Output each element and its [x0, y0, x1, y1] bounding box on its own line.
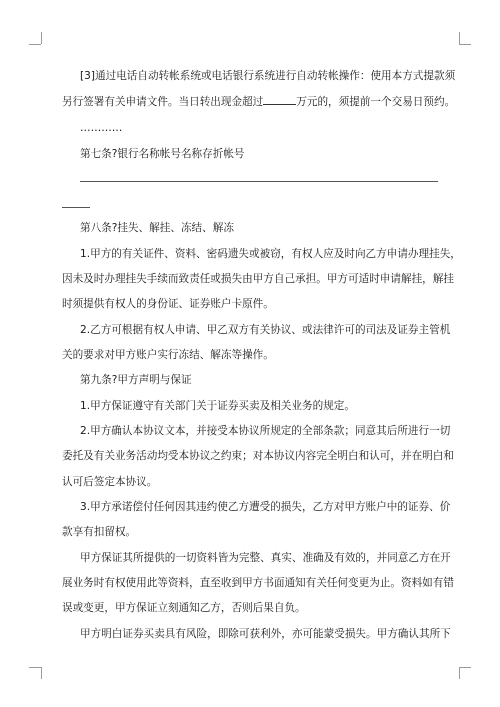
crop-mark-bottom-left-h — [29, 667, 41, 668]
paragraph-line: 认可后签定本协议。 — [62, 476, 158, 488]
paragraph-line: [3]通过电话自动转帐系统或电话银行系统进行自动转帐操作：使用本方式提款须 — [80, 70, 456, 82]
paragraph-line: 款享有扣留权。 — [62, 526, 137, 538]
section-heading-8: 第八条?挂失、解挂、冻结、解冻 — [80, 222, 234, 234]
crop-mark-top-right-h — [459, 44, 471, 45]
paragraph-line: 因未及时办理挂失手续而致责任或损失由甲方自己承担。甲方可适时申请解挂，解挂 — [62, 273, 454, 285]
paragraph-line: 1.甲方保证遵守有关部门关于证券买卖及相关业务的规定。 — [80, 400, 355, 412]
paragraph-line: 甲方保证其所提供的一切资料皆为完整、真实、准确及有效的，并同意乙方在开 — [80, 552, 451, 564]
crop-mark-bottom-left-v — [41, 667, 42, 679]
text-segment: 另行签署有关申请文件。当日转出现金超过 — [62, 96, 264, 108]
paragraph-line: 3.甲方承诺偿付任何因其违约使乙方遭受的损失，乙方对甲方账户中的证券、价 — [80, 501, 451, 513]
ellipsis-line: ………… — [80, 122, 123, 134]
crop-mark-top-left-h — [29, 44, 41, 45]
paragraph-line: 2.乙方可根据有权人申请、甲乙双方有关协议、或法律许可的司法及证券主管机 — [80, 324, 451, 336]
crop-mark-bottom-right-h — [459, 667, 471, 668]
crop-mark-top-left-v — [41, 32, 42, 44]
crop-mark-top-right-v — [459, 32, 460, 44]
paragraph-line: 展业务时有权使用此等资料，直至收到甲方书面通知有关任何变更为止。资料如有错 — [62, 577, 454, 589]
text-segment: 万元的，须提前一个交易日预约。 — [296, 96, 456, 108]
paragraph-line: 2.甲方确认本协议文本，并接受本协议所规定的全部条款；同意其后所进行一切 — [80, 425, 451, 437]
paragraph-line: 误或变更，甲方保证立刻通知乙方，否则后果自负。 — [62, 602, 306, 614]
fill-in-blank — [263, 94, 296, 105]
short-rule — [62, 207, 90, 208]
paragraph-line: 1.甲方的有关证件、资料、密码遗失或被窃，有权人应及时向乙方申请办理挂失， — [80, 248, 461, 260]
paragraph-line: 甲方明白证券买卖具有风险，即除可获利外，亦可能蒙受损失。甲方确认其所下 — [80, 628, 451, 640]
paragraph-line: 关的要求对甲方账户实行冻结、解冻等操作。 — [62, 349, 274, 361]
paragraph-line-with-blank — [62, 94, 456, 109]
section-heading-9: 第九条?甲方声明与保证 — [80, 374, 192, 386]
horizontal-rule — [80, 181, 438, 182]
section-heading-7: 第七条?银行名称帐号名称存折帐号 — [80, 148, 245, 160]
paragraph-line: 时须提供有权人的身份证、证券账户卡原件。 — [62, 298, 274, 310]
crop-mark-bottom-right-v — [459, 667, 460, 679]
paragraph-line: 委托及有关业务活动均受本协议之约束；对本协议内容完全明白和认可，并在明白和 — [62, 450, 454, 462]
